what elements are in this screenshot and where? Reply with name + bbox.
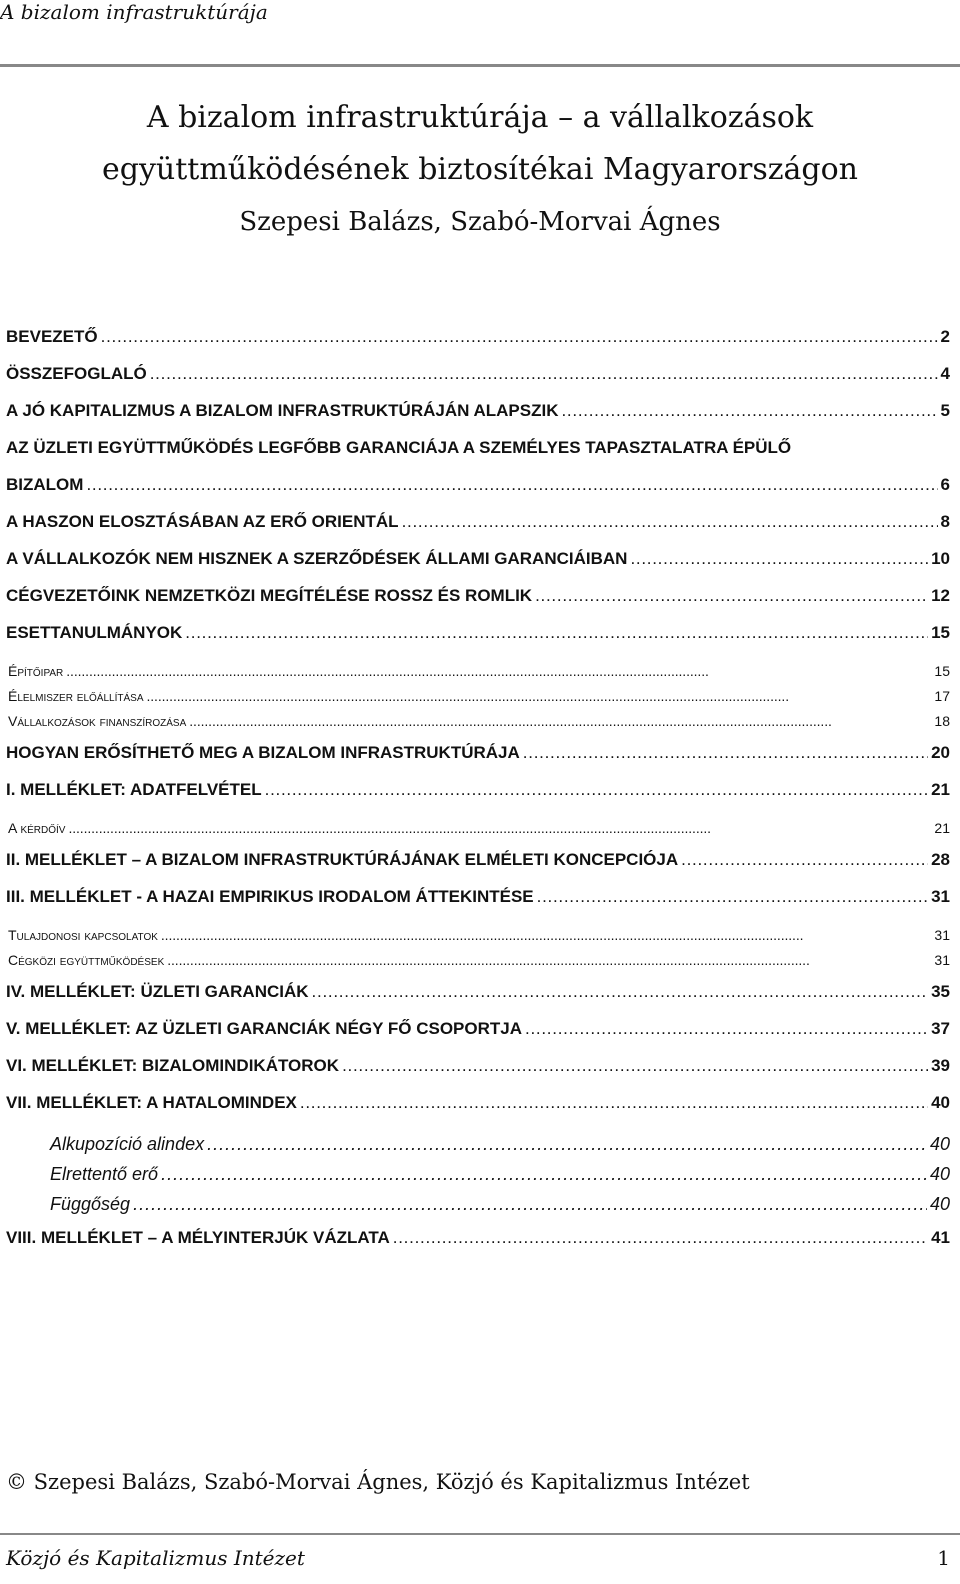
toc-entry-vallalkozok[interactable] — [6, 540, 950, 577]
toc-entry-melleklet-5[interactable] — [6, 1010, 950, 1047]
toc-subentry-epitoipar[interactable] — [6, 659, 950, 684]
toc-page: 40 — [929, 1164, 950, 1184]
toc-subentry-finanszirozas[interactable] — [6, 709, 950, 734]
toc-entry-osszefoglalo[interactable] — [6, 355, 950, 392]
toc-page: 21 — [934, 820, 950, 836]
toc-page: 21 — [931, 780, 950, 799]
toc-page: 20 — [931, 743, 950, 762]
toc-label: VII. MELLÉKLET: A HATALOMINDEX — [6, 1093, 297, 1112]
toc-page: 6 — [940, 475, 950, 494]
toc-page: 17 — [934, 688, 950, 704]
toc-label: VI. MELLÉKLET: BIZALOMINDIKÁTOROK — [6, 1056, 340, 1075]
toc-page: 8 — [940, 512, 950, 531]
toc-entry-melleklet-1[interactable] — [6, 771, 950, 808]
toc-leader — [161, 923, 932, 948]
toc-page: 15 — [931, 623, 950, 642]
toc-subentry-alkupozicio[interactable] — [6, 1129, 950, 1159]
toc-page: 40 — [931, 1093, 950, 1112]
toc-page: 35 — [931, 982, 950, 1001]
toc-subentry-tulajdonosi[interactable] — [6, 923, 950, 948]
toc-entry-esettanulmanyok[interactable] — [6, 614, 950, 651]
toc-page: 40 — [929, 1134, 950, 1154]
toc-label: A JÓ KAPITALIZMUS A BIZALOM INFRASTRUKTÚRÁJÁN ALAPSZIK — [6, 401, 559, 420]
toc-label: ÖSSZEFOGLALÓ — [6, 364, 147, 383]
toc-leader — [101, 318, 938, 355]
toc-label: VIII. MELLÉKLET – A MÉLYINTERJÚK VÁZLATA — [6, 1228, 390, 1247]
toc-page: 31 — [934, 952, 950, 968]
toc-entry-uzleti-egyuttmukodes[interactable] — [6, 466, 950, 503]
toc-leader — [167, 948, 931, 973]
toc-label: A VÁLLALKOZÓK NEM HISZNEK A SZERZŐDÉSEK ÁLLAMI GARANCIÁIBAN — [6, 549, 628, 568]
toc-entry-bevezeto[interactable] — [6, 318, 950, 355]
toc-subentry-cegkozi[interactable] — [6, 948, 950, 973]
toc-leader — [207, 1129, 927, 1159]
toc-label: BIZALOM — [6, 475, 84, 494]
toc-label: ESETTANULMÁNYOK — [6, 623, 183, 642]
toc-label: I. MELLÉKLET: ADATFELVÉTEL — [6, 780, 262, 799]
toc-page: 40 — [929, 1194, 950, 1214]
toc-leader — [537, 878, 928, 915]
toc-entry-melleklet-2[interactable] — [6, 841, 950, 878]
toc-entry-melleklet-7[interactable] — [6, 1084, 950, 1121]
toc-leader — [161, 1159, 927, 1189]
toc-page: 12 — [931, 586, 950, 605]
table-of-contents — [6, 318, 950, 1256]
toc-leader — [535, 577, 928, 614]
toc-leader — [681, 841, 928, 878]
toc-label: Élelmiszer előállítása — [8, 688, 144, 704]
toc-entry-melleklet-3[interactable] — [6, 878, 950, 915]
toc-subentry-elretteno[interactable] — [6, 1159, 950, 1189]
toc-page: 2 — [940, 327, 950, 346]
toc-page: 37 — [931, 1019, 950, 1038]
running-footer — [6, 1546, 950, 1570]
toc-entry-hogyan-erositheto[interactable] — [6, 734, 950, 771]
toc-leader — [561, 392, 937, 429]
toc-leader — [630, 540, 928, 577]
document-title — [0, 92, 960, 196]
authors: Szepesi Balázs, Szabó-Morvai Ágnes — [239, 207, 721, 237]
toc-subentry-elelmiszer[interactable] — [6, 684, 950, 709]
toc-leader — [393, 1219, 928, 1256]
toc-page: 10 — [931, 549, 950, 568]
toc-leader — [523, 734, 928, 771]
title-line-2: együttműködésének biztosítékai Magyarországon — [101, 152, 859, 187]
spacer — [6, 651, 950, 659]
toc-leader — [312, 973, 929, 1010]
toc-page: 15 — [934, 663, 950, 679]
toc-entry-haszon-elosztas[interactable] — [6, 503, 950, 540]
toc-page: 39 — [931, 1056, 950, 1075]
footer-rule — [0, 1533, 960, 1535]
toc-label: III. MELLÉKLET - A HAZAI EMPIRIKUS IRODALOM ÁTTEKINTÉSE — [6, 887, 534, 906]
toc-label: HOGYAN ERŐSÍTHETŐ MEG A BIZALOM INFRASTRUKTÚRÁJA — [6, 743, 520, 762]
spacer — [6, 915, 950, 923]
toc-leader — [86, 466, 937, 503]
toc-label: A kérdőív — [8, 820, 66, 836]
toc-label: Tulajdonosi kapcsolatok — [8, 927, 158, 943]
toc-page: 41 — [931, 1228, 950, 1247]
toc-leader — [68, 816, 931, 841]
toc-label: IV. MELLÉKLET: ÜZLETI GARANCIÁK — [6, 982, 309, 1001]
toc-label: A HASZON ELOSZTÁSÁBAN AZ ERŐ ORIENTÁL — [6, 512, 399, 531]
footer-publisher: Közjó és Kapitalizmus Intézet — [6, 1546, 305, 1570]
toc-leader — [402, 503, 938, 540]
toc-page: 4 — [940, 364, 950, 383]
toc-label: Építőipar — [8, 663, 64, 679]
toc-entry-melleklet-8[interactable] — [6, 1219, 950, 1256]
toc-entry-uzleti-egyuttmukodes-line1[interactable]: AZ ÜZLETI EGYÜTTMŰKÖDÉS LEGFŐBB GARANCIÁJA A SZEMÉLYES TAPASZTALATRA ÉPÜLŐ — [6, 438, 792, 457]
toc-leader — [133, 1189, 927, 1219]
toc-leader — [66, 659, 931, 684]
toc-leader — [185, 614, 928, 651]
footer-page-number: 1 — [937, 1546, 950, 1570]
spacer — [6, 808, 950, 816]
toc-label: II. MELLÉKLET – A BIZALOM INFRASTRUKTÚRÁJÁNAK ELMÉLETI KONCEPCIÓJA — [6, 850, 679, 869]
toc-page: 5 — [940, 401, 950, 420]
toc-entry-cegvezetoink[interactable] — [6, 577, 950, 614]
toc-subentry-kerdoiv[interactable] — [6, 816, 950, 841]
toc-subentry-fuggoseg[interactable] — [6, 1189, 950, 1219]
toc-page: 31 — [934, 927, 950, 943]
toc-label: Alkupozíció alindex — [50, 1134, 205, 1154]
toc-page: 28 — [931, 850, 950, 869]
toc-page: 18 — [934, 713, 950, 729]
header-rule — [0, 64, 960, 67]
toc-label: Elrettentő erő — [50, 1164, 159, 1184]
toc-leader — [342, 1047, 928, 1084]
toc-label: Függőség — [50, 1194, 131, 1214]
toc-label: Vállalkozások finanszírozása — [8, 713, 187, 729]
toc-leader — [147, 684, 932, 709]
running-header: A bizalom infrastruktúrája — [0, 0, 268, 24]
copyright-notice: © Szepesi Balázs, Szabó-Morvai Ágnes, Közjó és Kapitalizmus Intézet — [6, 1470, 750, 1494]
toc-leader — [189, 709, 931, 734]
toc-leader — [525, 1010, 928, 1047]
spacer — [6, 1121, 950, 1129]
toc-entry-jo-kapitalizmus[interactable] — [6, 392, 950, 429]
toc-leader — [300, 1084, 928, 1121]
title-line-1: A bizalom infrastruktúrája – a vállalkozások — [146, 100, 814, 135]
toc-label: V. MELLÉKLET: AZ ÜZLETI GARANCIÁK NÉGY FŐ CSOPORTJA — [6, 1019, 523, 1038]
toc-entry-melleklet-4[interactable] — [6, 973, 950, 1010]
toc-leader — [150, 355, 938, 392]
toc-leader — [265, 771, 928, 808]
toc-page: 31 — [931, 887, 950, 906]
toc-label: CÉGVEZETŐINK NEMZETKÖZI MEGÍTÉLÉSE ROSSZ ÉS ROMLIK — [6, 586, 533, 605]
toc-label: Cégközi együttműködések — [8, 952, 165, 968]
toc-entry-melleklet-6[interactable] — [6, 1047, 950, 1084]
toc-label: BEVEZETŐ — [6, 327, 98, 346]
